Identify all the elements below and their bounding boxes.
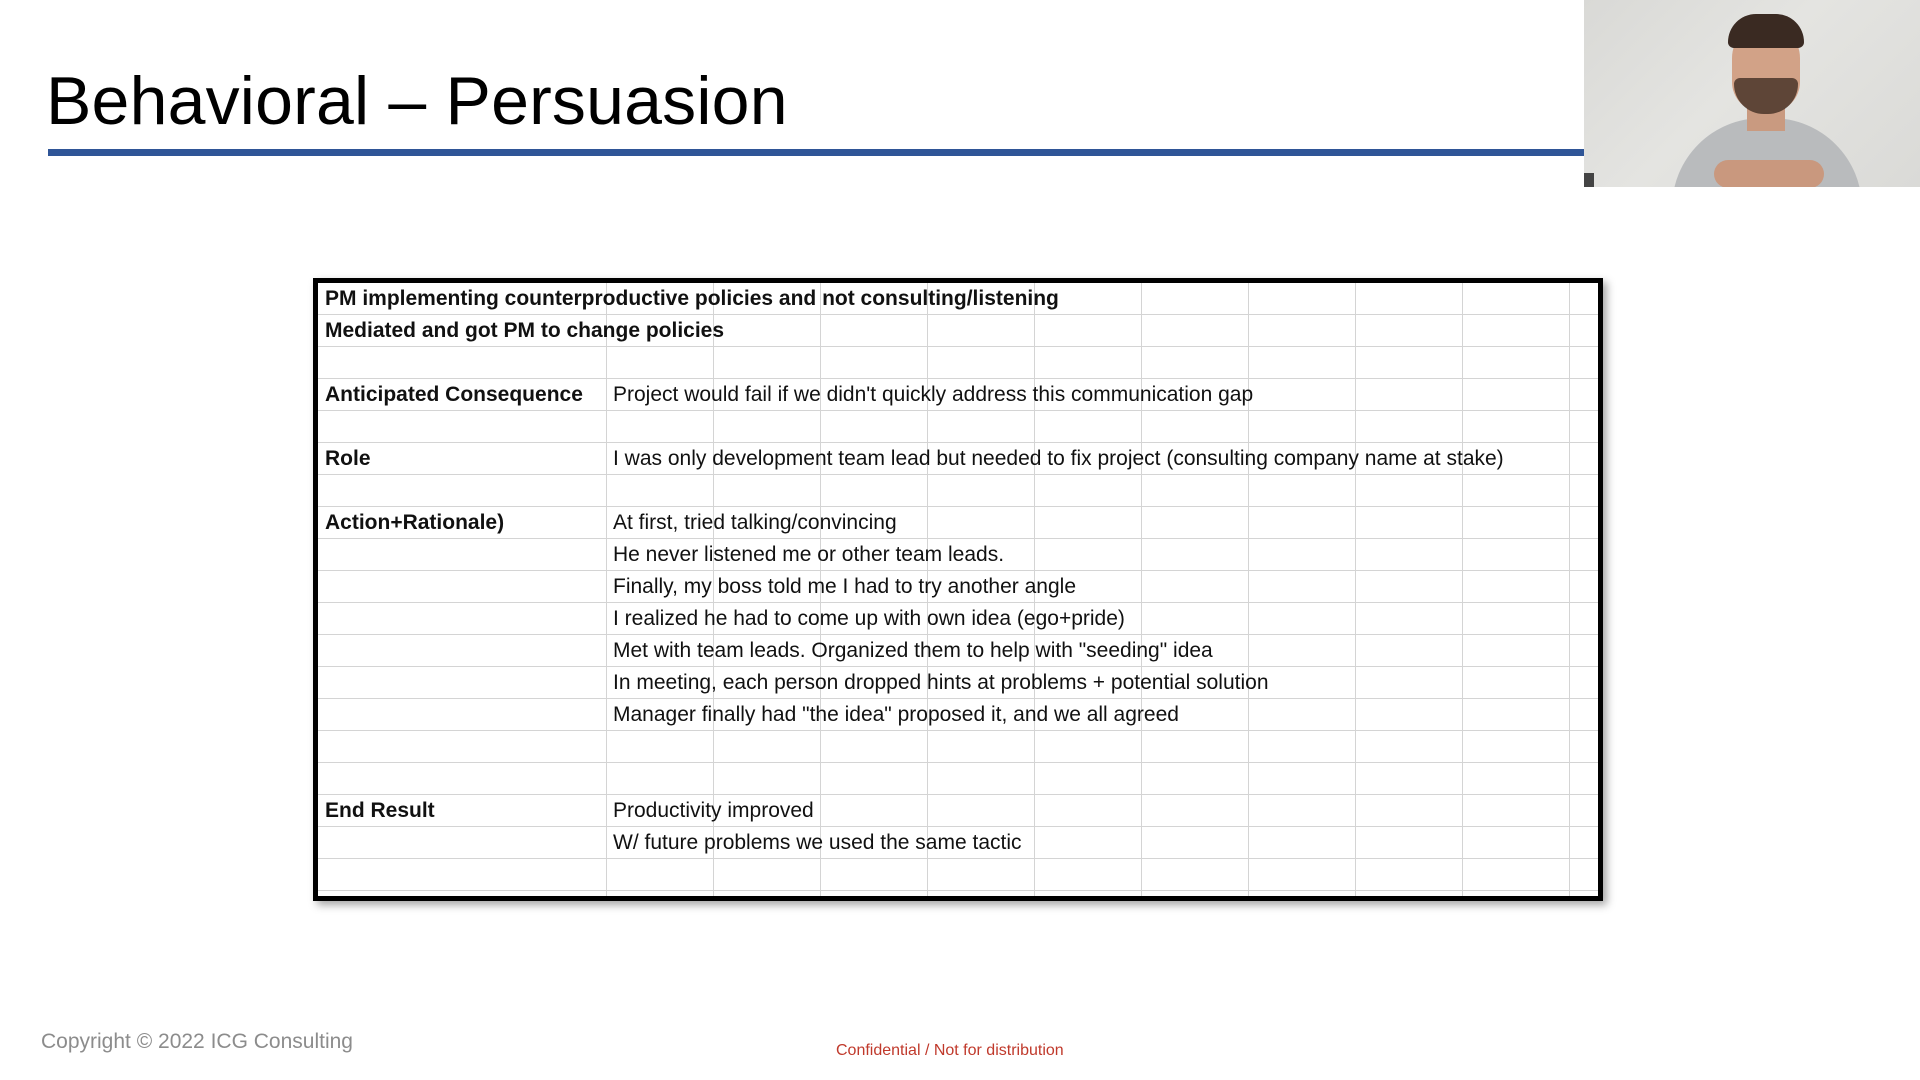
spreadsheet-table (313, 278, 1603, 901)
table-row (318, 347, 1598, 379)
presenter-hands (1714, 160, 1824, 187)
row-detail-cell: I realized he had to come up with own idea (ego+pride) (613, 607, 1125, 630)
copyright-footer: Copyright © 2022 ICG Consulting (41, 1030, 353, 1053)
row-label-cell: Anticipated Consequence (325, 383, 583, 406)
presenter-hair (1728, 14, 1804, 48)
video-corner-marker (1584, 173, 1594, 187)
row-label-cell: Role (325, 447, 371, 470)
table-row (318, 411, 1598, 443)
table-row (318, 571, 1598, 603)
table-row (318, 315, 1598, 347)
row-label-cell: Mediated and got PM to change policies (325, 319, 725, 342)
table-row (318, 475, 1598, 507)
table-row (318, 507, 1598, 539)
row-label-cell: End Result (325, 799, 435, 822)
row-label-cell: PM implementing counterproductive policies and not consulting/listening (325, 287, 1059, 310)
row-detail-cell: Productivity improved (613, 799, 814, 822)
row-detail-cell: Manager finally had "the idea" proposed it, and we all agreed (613, 703, 1179, 726)
row-detail-cell: Project would fail if we didn't quickly address this communication gap (613, 383, 1254, 406)
table-row (318, 283, 1598, 315)
row-label-cell: Action+Rationale) (325, 511, 505, 534)
table-row (318, 635, 1598, 667)
row-detail-cell: At first, tried talking/convincing (613, 511, 897, 534)
table-row (318, 827, 1598, 859)
row-detail-cell: Finally, my boss told me I had to try another angle (613, 575, 1077, 598)
table-row (318, 443, 1598, 475)
table-row (318, 795, 1598, 827)
table-row (318, 379, 1598, 411)
presenter-webcam-video (1584, 0, 1920, 187)
title-underline (48, 149, 1588, 156)
row-detail-cell: In meeting, each person dropped hints at problems + potential solution (613, 671, 1269, 694)
table-row (318, 699, 1598, 731)
table-row (318, 763, 1598, 795)
confidential-footer: Confidential / Not for distribution (836, 1042, 1064, 1059)
row-detail-cell: Met with team leads. Organized them to help with "seeding" idea (613, 639, 1213, 662)
row-detail-cell: W/ future problems we used the same tactic (613, 831, 1022, 854)
row-detail-cell: He never listened me or other team leads. (613, 543, 1005, 566)
slide-title: Behavioral – Persuasion (46, 63, 788, 139)
table-row (318, 603, 1598, 635)
row-detail-cell: I was only development team lead but needed to fix project (consulting company name at stake) (613, 447, 1504, 470)
presenter-beard (1734, 78, 1798, 114)
table-row (318, 859, 1598, 891)
table-row (318, 667, 1598, 699)
table-row (318, 731, 1598, 763)
table-row (318, 539, 1598, 571)
